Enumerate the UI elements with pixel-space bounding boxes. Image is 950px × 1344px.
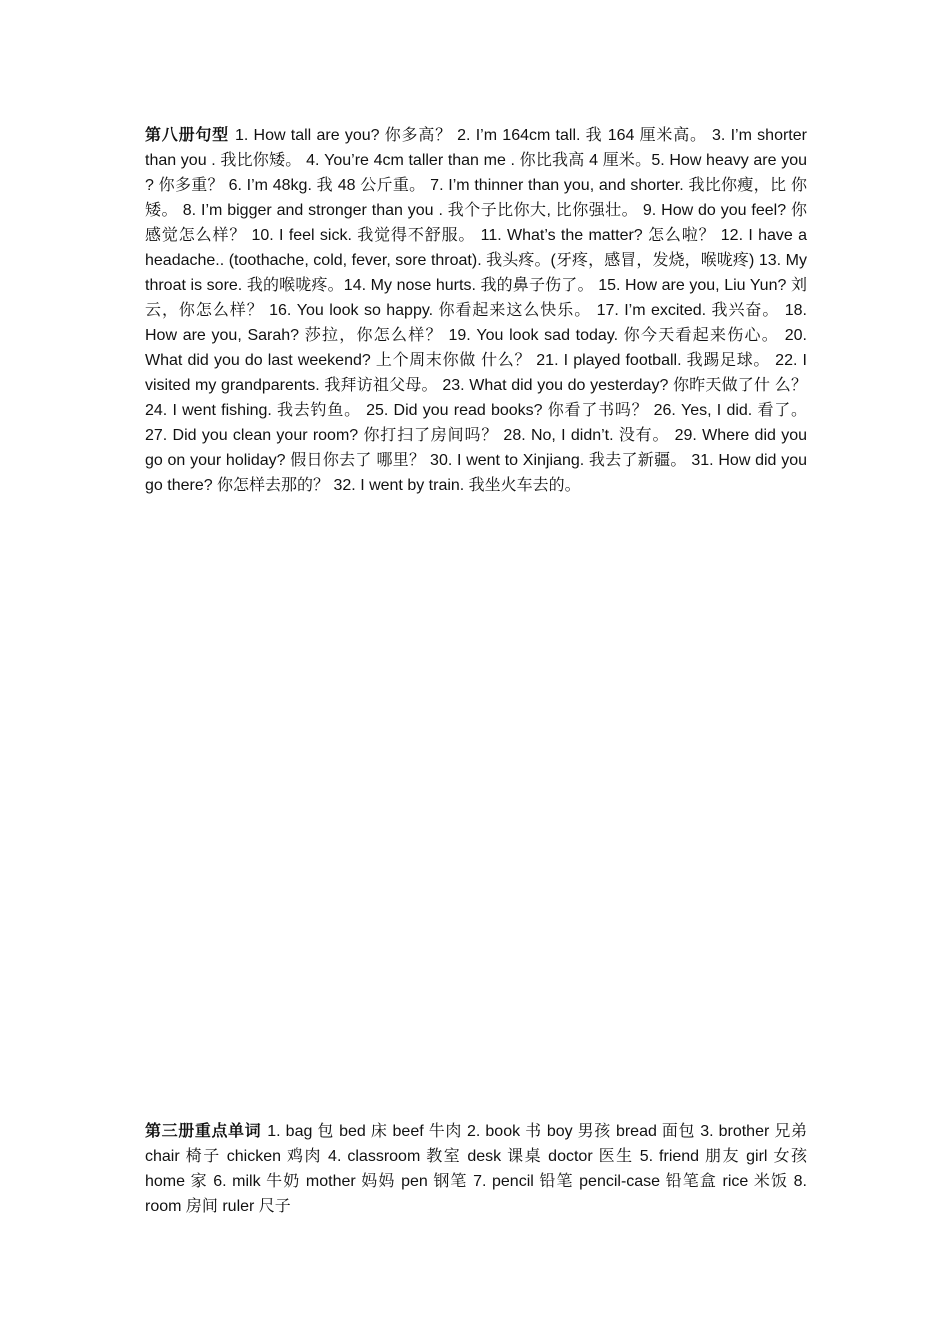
sentence-patterns-text: 1. How tall are you? 你多高？ 2. I’m 164cm tall. 我 164 厘米高。 3. I’m shorter than you . 我比你矮。 4. You’re 4cm taller than me . 你比我高 4 厘米。5. How heavy are you ? 你多重？ 6. I’m 48kg. 我 48 公斤重。 7. I’m thinner than you, and shorter. 我比你瘦，比 你矮。 8. I’m bigger and stronger than you . 我个子比你大, 比你强壮。 9. How do you feel? 你感觉怎么样？ 10. I feel sick. 我觉得不舒服。 11. What’s the matter? 怎么啦？ 12. I have a headache.. (toothache, cold, fever, sore throat). 我头疼。(牙疼，感冒，发烧，喉咙疼) 13. My throat is sore. 我的喉咙疼。14. My nose hurts. 我的鼻子伤了。 15. How are you, Liu Yun? 刘云，你怎么样？ 16. You look so happy. 你看起来这么快乐。 17. I’m excited. 我兴奋。 18. How are you, Sarah? 莎拉，你怎么样？ 19. You look sad today. 你今天看起来伤心。 20. What did you do last weekend? 上个周末你做 什么？ 21. I played football. 我踢足球。 22. I visited my grandparents. 我拜访祖父母。 23. What did you do yesterday? 你昨天做了什 么？ 24. I went fishing. 我去钓鱼。 25. Did you read books? 你看了书吗？ 26. Yes, I did. 看了。 27. Did you clean your room? 你打扫了房间吗？ 28. No, I didn’t. 没有。 29. Where did you go on your holiday? 假日你去了 哪里？ 30. I went to Xinjiang. 我去了新疆。 31. How did you go there? 你怎样去那的？ 32. I went by train. 我坐火车去的。 bbox=[145, 127, 807, 494]
sentence-patterns-heading: 第八册句型 bbox=[145, 127, 229, 144]
sentence-patterns-paragraph bbox=[145, 123, 807, 498]
key-words-heading: 第三册重点单词 bbox=[145, 1123, 262, 1140]
key-words-text: 1. bag 包 bed 床 beef 牛肉 2. book 书 boy 男孩 bread 面包 3. brother 兄弟 chair 椅子 chicken 鸡肉 4. classroom 教室 desk 课桌 doctor 医生 5. friend 朋友 girl 女孩 home 家 6. milk 牛奶 mother 妈妈 pen 钢笔 7. pencil 铅笔 pencil-case 铅笔盒 rice 米饭 8. room 房间 ruler 尺子 bbox=[145, 1123, 807, 1215]
key-words-paragraph bbox=[145, 1119, 807, 1219]
